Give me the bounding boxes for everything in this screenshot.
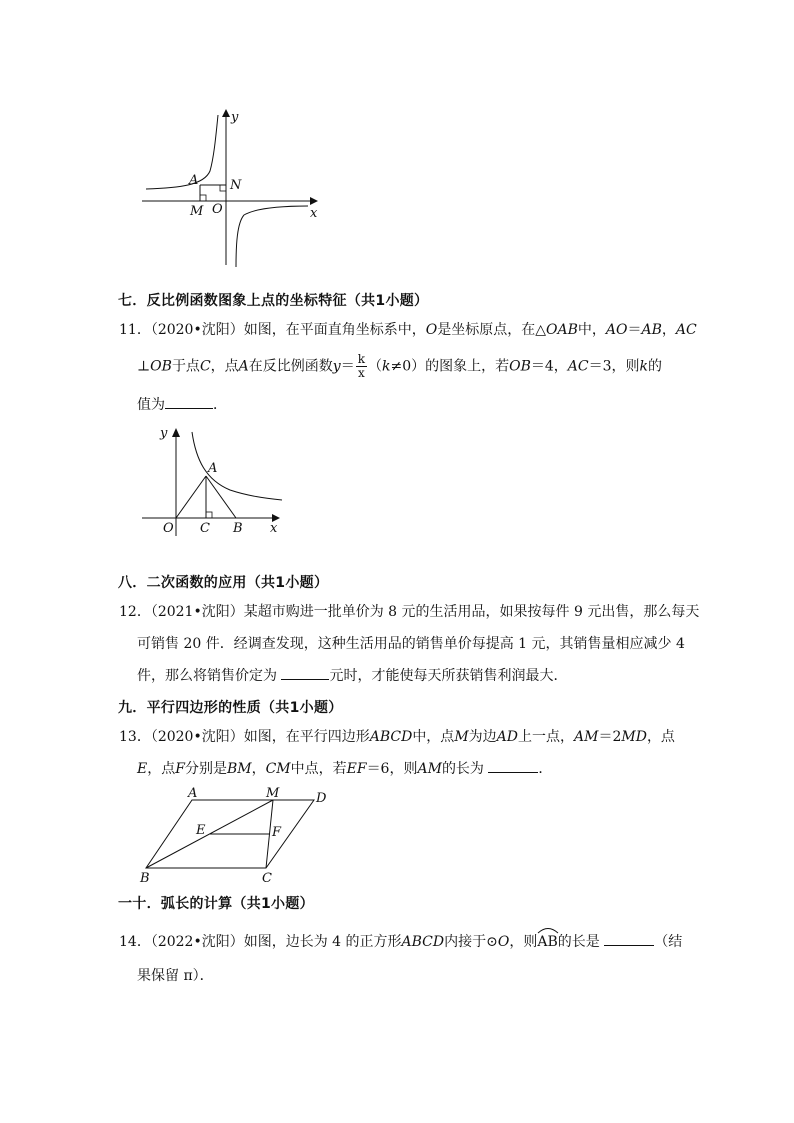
label-a: A xyxy=(189,173,199,188)
var: AC xyxy=(675,322,697,338)
label-x: x xyxy=(270,521,278,536)
figure-parallelogram-abcd xyxy=(136,784,336,884)
var: k xyxy=(639,358,649,375)
text: ，点 xyxy=(147,761,176,777)
label-m: M xyxy=(190,204,204,219)
var: A xyxy=(238,358,249,375)
answer-blank[interactable] xyxy=(488,758,538,773)
text: ＝ xyxy=(340,358,355,375)
label-a: A xyxy=(208,461,218,476)
text: 值为 xyxy=(137,397,165,413)
y-axis-arrow xyxy=(172,428,180,437)
var: C xyxy=(199,358,211,375)
label-d: D xyxy=(316,791,327,806)
x-axis-arrow xyxy=(310,197,318,205)
question-number: 11． xyxy=(119,322,151,338)
text: 件，那么将销售价定为 xyxy=(137,668,282,684)
var: ABCD xyxy=(401,934,445,950)
label-n: N xyxy=(230,178,242,193)
question-12-line-1: 12．（2021•沈阳）某超市购进一批单价为 8 元的生活用品，如果按每件 9 元出售，那么每天 xyxy=(119,604,700,620)
answer-blank[interactable] xyxy=(604,931,654,946)
arc-symbol xyxy=(537,926,559,934)
var: O xyxy=(425,322,438,338)
text: 分别是 xyxy=(184,761,227,777)
text: ＝ xyxy=(627,322,642,338)
text: ， xyxy=(251,761,266,777)
text: 的长为 xyxy=(441,761,489,777)
text: （ xyxy=(367,358,382,375)
text: 如图，在平面直角坐标系中， xyxy=(243,322,426,338)
text: ，点 xyxy=(646,729,675,745)
text: 内接于⊙ xyxy=(444,934,498,950)
label-f: F xyxy=(272,825,282,840)
var: O xyxy=(497,934,510,950)
answer-blank[interactable] xyxy=(165,394,213,409)
label-o: O xyxy=(212,202,223,217)
text: ＝6，则 xyxy=(366,761,418,777)
var: E xyxy=(137,761,148,777)
question-13-line-2 xyxy=(137,758,552,779)
label-x: x xyxy=(310,206,318,221)
label-y: y xyxy=(160,426,168,441)
label-o: O xyxy=(163,521,174,536)
text: ＝3，则 xyxy=(588,358,640,375)
figure-triangle-oab xyxy=(140,420,290,540)
label-b: B xyxy=(140,871,150,884)
text: 元时，才能使每天所获销售利润最大． xyxy=(329,668,568,684)
var: OB xyxy=(150,358,172,375)
var: AB xyxy=(641,322,662,338)
text: （结 xyxy=(654,934,683,950)
question-14-line-1 xyxy=(119,931,682,952)
var: AO xyxy=(605,322,628,338)
fraction-denominator: x xyxy=(357,366,365,380)
right-angle-mark-m xyxy=(200,195,206,201)
var: M xyxy=(454,729,469,745)
text: 的 xyxy=(648,358,663,375)
var: F xyxy=(175,761,185,777)
fraction-k-over-x xyxy=(356,353,367,380)
var: AM xyxy=(574,729,599,745)
var: CM xyxy=(265,761,291,777)
label-c: C xyxy=(200,521,210,536)
question-source: （2020•沈阳） xyxy=(150,322,244,338)
text: ， xyxy=(661,322,676,338)
arc-label: AB xyxy=(537,934,558,950)
text: 中，点 xyxy=(412,729,455,745)
text: ，点 xyxy=(210,358,239,375)
question-12-line-3 xyxy=(137,665,567,686)
var: AD xyxy=(496,729,518,745)
right-angle-mark-n xyxy=(220,185,226,191)
arc-ab xyxy=(537,932,557,952)
var: MD xyxy=(621,729,647,745)
text: 是坐标原点，在△ xyxy=(437,322,546,338)
section-heading-7: 七．反比例函数图象上点的坐标特征（共1小题） xyxy=(118,293,429,309)
var: BM xyxy=(226,761,252,777)
var: EF xyxy=(346,761,367,777)
question-11-line-3 xyxy=(137,394,227,415)
var: OAB xyxy=(545,322,578,338)
var: k xyxy=(381,358,391,375)
text: 为边 xyxy=(468,729,497,745)
section-heading-10: 一十．弧长的计算（共1小题） xyxy=(118,896,314,912)
text: 在反比例函数 xyxy=(248,358,333,375)
question-13-line-1 xyxy=(119,727,675,747)
text: ，则 xyxy=(509,934,538,950)
y-axis-arrow xyxy=(222,109,230,117)
label-a: A xyxy=(188,786,198,801)
text: ＝4， xyxy=(530,358,568,375)
answer-blank[interactable] xyxy=(281,665,329,680)
section-heading-9: 九．平行四边形的性质（共1小题） xyxy=(118,700,343,716)
hyperbola-branch-lower xyxy=(236,206,308,267)
text: 14．（2022•沈阳）如图，边长为 4 的正方形 xyxy=(119,934,402,950)
hyperbola-branch-upper xyxy=(146,115,218,189)
question-11-line-2 xyxy=(137,353,662,380)
question-14-line-2: 果保留 π）． xyxy=(137,968,214,984)
label-y: y xyxy=(231,110,239,125)
var: AC xyxy=(567,358,589,375)
question-12-line-2: 可销售 20 件．经调查发现，这种生活用品的销售单价每提高 1 元，其销售量相应减少 4 xyxy=(137,636,685,652)
text: ≠0）的图象上，若 xyxy=(390,358,510,375)
var: y xyxy=(332,358,341,375)
text: ＝2 xyxy=(598,729,622,745)
figure-hyperbola-amn xyxy=(140,105,340,275)
fraction-numerator: k xyxy=(357,352,365,366)
label-c: C xyxy=(262,871,272,884)
label-b: B xyxy=(233,521,243,536)
label-m: M xyxy=(266,786,280,801)
text: ． xyxy=(213,397,227,413)
text: 中， xyxy=(577,322,606,338)
section-heading-8: 八．二次函数的应用（共1小题） xyxy=(118,575,329,591)
text: 13．（2020•沈阳）如图，在平行四边形 xyxy=(119,729,370,745)
label-e: E xyxy=(196,823,206,838)
var: AM xyxy=(417,761,442,777)
question-11-line-1 xyxy=(119,320,697,340)
text: 的长是 xyxy=(557,934,605,950)
var: ABCD xyxy=(369,729,413,745)
text: 中点，若 xyxy=(290,761,347,777)
right-angle-mark-c xyxy=(206,512,212,518)
text: 上一点， xyxy=(518,729,574,745)
segment-oa xyxy=(176,476,206,518)
text: 于点 xyxy=(171,358,200,375)
var: OB xyxy=(509,358,531,375)
text: ⊥ xyxy=(137,358,151,375)
text: ． xyxy=(538,761,553,777)
